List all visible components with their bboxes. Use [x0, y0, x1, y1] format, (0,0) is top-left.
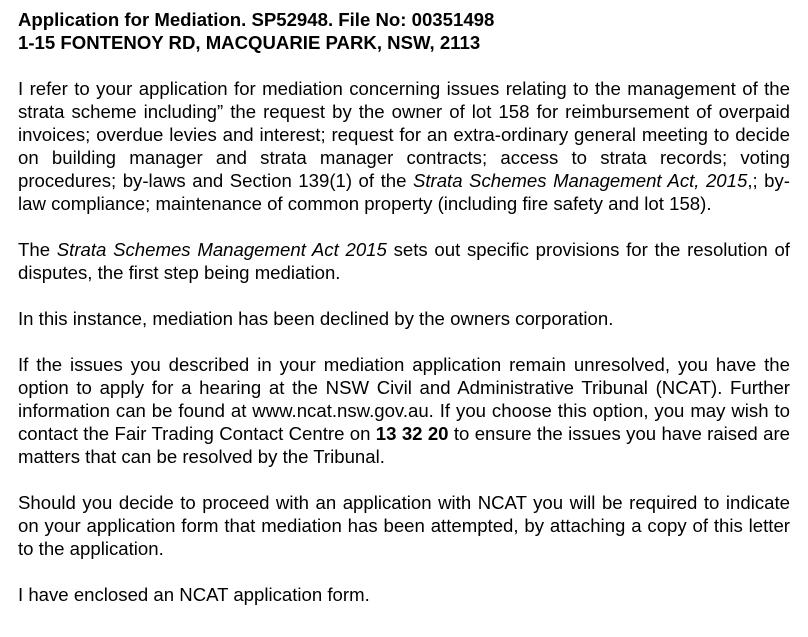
- paragraph-enclosure: I have enclosed an NCAT application form.: [18, 584, 370, 605]
- paragraph-act-provisions: [18, 238, 790, 284]
- act-title: Strata Schemes Management Act, 2015: [412, 170, 748, 191]
- paragraph-text: ,; by-law compliance; maintenance of common property (including fire safety and lot 158).: [18, 170, 790, 214]
- paragraph-text: sets out specific provisions for the resolution of disputes, the first step being mediation.: [18, 239, 790, 283]
- paragraph-text: The: [18, 239, 57, 260]
- contact-phone-number: 13 32 20: [375, 423, 449, 444]
- letter-document: [18, 8, 790, 606]
- paragraph-text: I refer to your application for mediation concerning issues relating to the management of the strata scheme including” the request by the owner of lot 158 for reimbursement of overpaid invoices; overdue levies and interest; request for an extra-ordinary general meeting to decide on building manager and strata manager contracts; access to strata records; voting procedures; by-laws and Section 139(1) of the: [18, 78, 790, 191]
- paragraph-mediation-issues: [18, 77, 790, 215]
- paragraph-text: If the issues you described in your mediation application remain unresolved, you have the option to apply for a hearing at the NSW Civil and Administrative Tribunal (NCAT). Further information can be found at www.ncat.nsw.gov.au. If you choose this option, you may wish to contact the Fair Trading Contact Centre on: [18, 354, 790, 444]
- paragraph-ncat-application: Should you decide to proceed with an application with NCAT you will be required to indicate on your application form that mediation has been attempted, by attaching a copy of this letter to the application.: [18, 492, 790, 559]
- paragraph-ncat-option: [18, 353, 790, 468]
- paragraph-mediation-declined: In this instance, mediation has been declined by the owners corporation.: [18, 308, 614, 329]
- act-title: Strata Schemes Management Act 2015: [56, 239, 387, 260]
- paragraph-text: to ensure the issues you have raised are matters that can be resolved by the Tribunal.: [18, 423, 790, 467]
- heading-address-line: 1-15 FONTENOY RD, MACQUARIE PARK, NSW, 2113: [18, 32, 481, 53]
- heading-application-line: Application for Mediation. SP52948. File No: 00351498: [18, 9, 495, 30]
